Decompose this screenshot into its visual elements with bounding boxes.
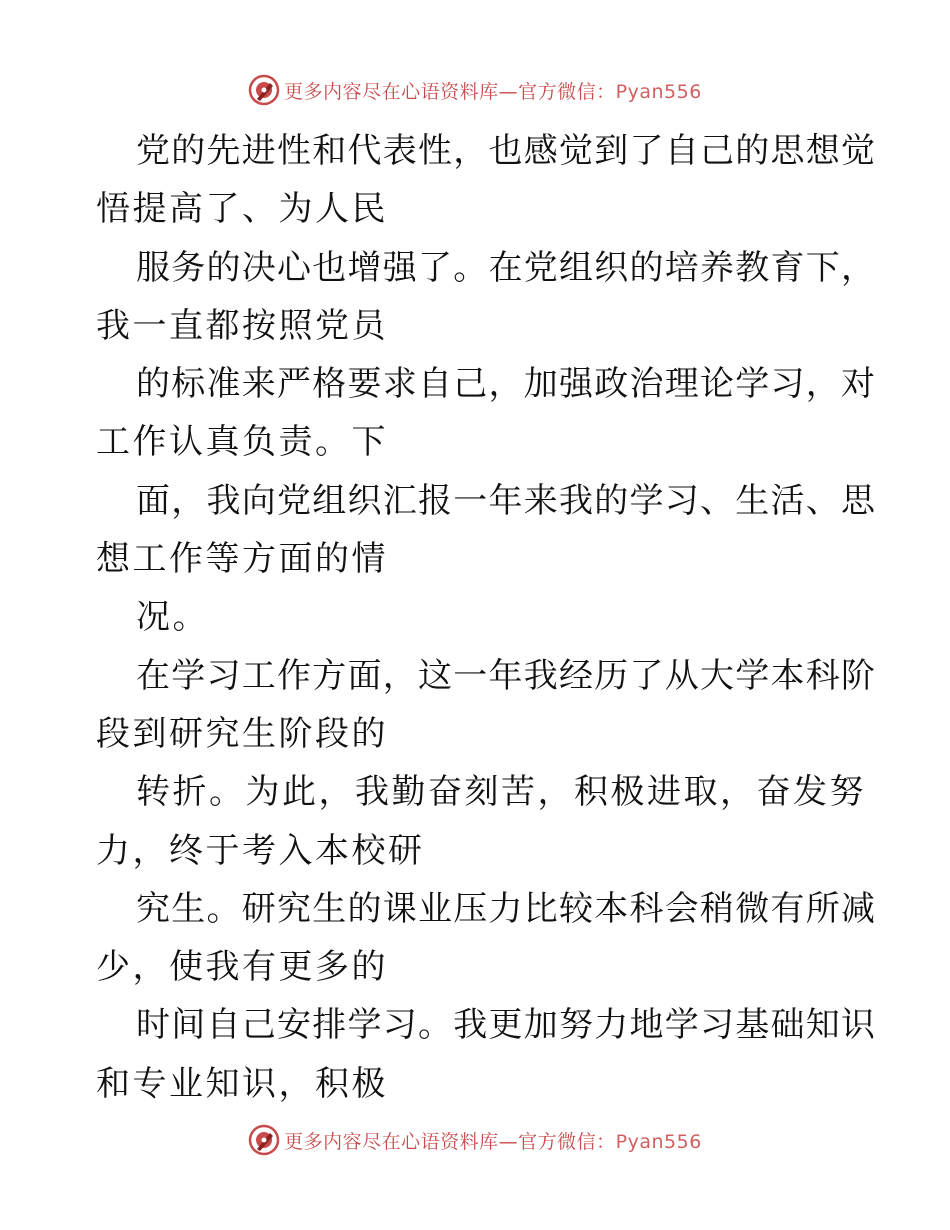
- text-line: 转折。为此，我勤奋刻苦，积极进取，奋发努: [136, 772, 866, 813]
- text-line: 时间自己安排学习。我更加努力地学习基础知识: [136, 1005, 877, 1046]
- text-line: 服务的决心也增强了。在党组织的培养教育下，: [136, 247, 877, 288]
- pen-logo-icon: [248, 74, 280, 106]
- text-line: 我一直都按照党员: [96, 305, 388, 346]
- header-watermark: [0, 70, 950, 110]
- footer-watermark: [0, 1120, 950, 1160]
- text-line: 段到研究生阶段的: [96, 713, 388, 754]
- text-line: 在学习工作方面，这一年我经历了从大学本科阶: [136, 655, 877, 696]
- text-line: 的标准来严格要求自己，加强政治理论学习，对: [136, 364, 877, 405]
- text-line: 面，我向党组织汇报一年来我的学习、生活、思: [136, 480, 877, 521]
- text-line: 力，终于考入本校研: [96, 830, 425, 871]
- text-line: 和专业知识，积极: [96, 1063, 388, 1104]
- text-line: 况。: [136, 597, 209, 638]
- text-line: 少，使我有更多的: [96, 947, 388, 988]
- text-line: 想工作等方面的情: [96, 539, 388, 580]
- pen-logo-icon: [248, 1124, 280, 1156]
- text-line: 悟提高了、为人民: [96, 189, 388, 230]
- text-line: 党的先进性和代表性，也感觉到了自己的思想觉: [136, 131, 877, 171]
- watermark-text: 更多内容尽在心语资料库—官方微信：Pyan556: [284, 80, 702, 103]
- text-line: 工作认真负责。下: [96, 422, 388, 463]
- document-body: [96, 122, 876, 1113]
- watermark-text: 更多内容尽在心语资料库—官方微信：Pyan556: [284, 1130, 702, 1153]
- text-line: 究生。研究生的课业压力比较本科会稍微有所减: [136, 888, 877, 929]
